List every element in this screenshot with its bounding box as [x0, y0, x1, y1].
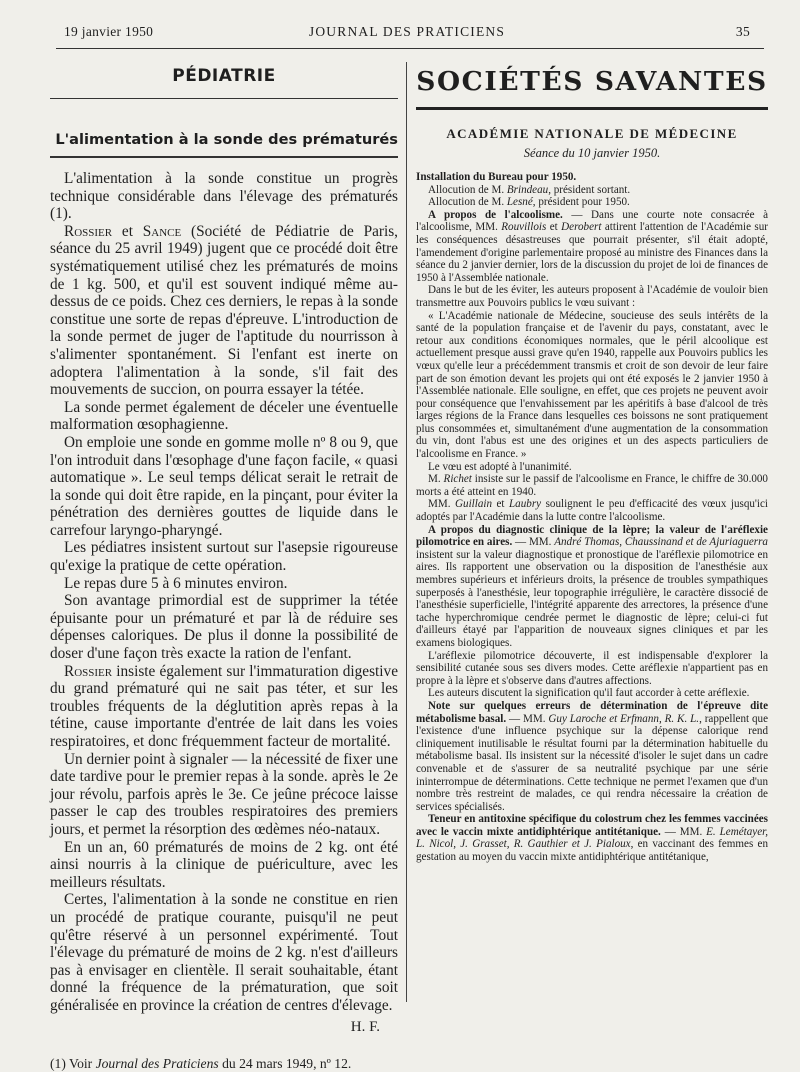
paragraph: Allocution de M. Brindeau, président sortant.: [428, 183, 631, 196]
paragraph: MM. Guillain et Laubry soulignent le peu d'efficacité des vœux jusqu'ici adoptés par l'Académie dans la lutte contre l'alcoolisme.: [416, 498, 769, 524]
paragraph: L'aréflexie pilomotrice découverte, il est indispensable d'explorer la sensibilité cutanée sous ses divers modes. Cette aréflexie n'appartient pas en propre à la lèpre et s'observe dans d'autres affections.: [416, 649, 768, 687]
paragraph: L'alimentation à la sonde constitue un progrès technique considérable dans l'élevage des prématurés (1).: [50, 170, 398, 223]
header-rule: [56, 48, 764, 49]
header-journal-name: JOURNAL DES PRATICIENS: [308, 24, 506, 39]
paragraph: La sonde permet également de déceler une éventuelle malformation œsophagienne.: [50, 398, 398, 434]
proceedings-body: [416, 171, 768, 864]
paragraph: On emploie une sonde en gomme molle nº 8 ou 9, que l'on introduit dans l'œsophage d'une façon facile, « quasi automatique ». Le seul temps délicat serait le retrait de la sonde qui doit être rapide, en la pinçant, pour éviter la pénétration des dernières gouttes de liquide dans le carrefour laryngo-pharyngé.: [50, 433, 398, 539]
paragraph: Rossier insiste également sur l'immaturation digestive du grand prématuré qui ne sait pas téter, et sur les troubles fréquents de la déglutition après repas à la tétine, cause importante d'entrée de lait dans les voies respiratoires, et donc fréquemment facteur de mortalité.: [50, 662, 398, 750]
paragraph: Certes, l'alimentation à la sonde ne constitue en rien un procédé de pratique courante, puisqu'il ne peut qu'être réservé à un personnel expérimenté. Tout l'élevage du prématuré de moins de 2 kg. n'est d'ailleurs pas à envisager en clientèle. Il serait souhaitable, étant donné la fréquence de la prématuration, que soit généralisée en province la création de centres d'élevage.: [50, 891, 398, 1014]
header-page-number: 35: [735, 24, 750, 39]
right-column: [416, 62, 768, 864]
item-title: Teneur en antitoxine spécifique du colostrum chez les femmes vaccinées avec le vaccin mixte antidiphtérique antitétanique.: [416, 813, 768, 838]
column-divider: [406, 62, 407, 1002]
author-name: Rossier: [64, 222, 113, 240]
paragraph: A propos du diagnostic clinique de la lèpre; la valeur de l'aréflexie pilomotrice en aires. — MM. André Thomas, Chaussinand et de Ajuriaguerra insistent sur la valeur diagnostique et pronostique de l'aréflexie pilomotrice en aires. Ils rapportent une observation ou la disposition de l'anesthésie aux membres supérieurs et inférieurs droits, la présence de troubles sympathiques superposés à l'anesthésie, leur topographie irrégulière, le caractère dissocié de l'anesthésie superficielle, l'intégrité apparente des arrectores, la présence d'une tache hyperchromique cendrée permet le diagnostic de lèpre; celui-ci fut d'ailleurs étayé par l'apparition de nouveaux signes cliniques et par les examens biologiques.: [416, 523, 768, 649]
paragraph: Les auteurs discutent la signification qu'il faut accorder à cette aréflexie.: [428, 687, 750, 700]
paragraph: A propos de l'alcoolisme. — Dans une courte note consacrée à l'alcoolisme, MM. Rouvillois et Derobert attirent l'attention de l'Académie sur les conséquences désastreuses que pourrait présenter, s'il était adopté, l'amendement d'origine parlementaire proposé au ministre des Finances dans la séance du 2 janvier dernier, lors de la discussion du projet de loi de finances de 1950 à l'Assemblée nationale.: [416, 208, 768, 284]
section-rule: [416, 107, 768, 110]
item-title: Note sur quelques erreurs de détermination de l'épreuve dite métabolisme basal.: [416, 699, 768, 725]
section-heading-societes-savantes: SOCIÉTÉS SAVANTES: [416, 66, 768, 97]
header-date: 19 janvier 1950: [64, 24, 154, 39]
title-rule: [50, 156, 398, 158]
paragraph: Note sur quelques erreurs de détermination de l'épreuve dite métabolisme basal. — MM. Guy Laroche et Erfmann, R. K. L., rappellent que l'existence d'une influence psychique sur la dépense calorique rend cliniquement inutilisable le résultat fourni par la détermination habituelle du métabolisme basal. Ils insistent sur la nécessité d'isoler le sujet dans un cadre convenable et de s'assurer de sa neutralité psychique par une série ininterrompue de déterminations. Cette technique ne permet l'examen que d'un nombre très restreint de malades, ce qui rendra nécessaire la création de services spécialisés.: [416, 699, 768, 813]
section-heading-pediatrie: PÉDIATRIE: [172, 66, 276, 86]
author-name: Rossier: [64, 662, 113, 680]
section-rule: [50, 98, 398, 99]
paragraph: « L'Académie nationale de Médecine, soucieuse des seuls intérêts de la santé de la population française et de l'avenir du pays, constatant, avec le retour aux conditions économiques normales, que le péril alcoolique est actuellement presque aussi grave qu'en 1940, rappelle aux Pouvoirs publics les vœux qu'elle leur a précédemment transmis et croit de son devoir de leur faire part de son émotion devant les projets qui ont été exposés le 2 janvier 1950 à l'Assemblée nationale. Elle souligne, en effet, que ces projets ne peuvent avoir pour conséquence que l'envahissement par les apéritifs à base d'alcool de très larges régions de la France dans lesquelles ces boissons ne sont pratiquement plus consommées et, simultanément d'une augmentation de la consommation du vin, dont l'abus est une des origines et un des aspects particuliers de l'alcoolisme en France. »: [416, 309, 768, 461]
paragraph: Son avantage primordial est de supprimer la tétée épuisante pour un prématuré et par là de réduire ses dépenses caloriques. De plus il donne la possibilité de doser d'une façon très exacte la ration de l'enfant.: [50, 592, 398, 663]
footnote-journal: Journal des Praticiens: [95, 1055, 219, 1071]
paragraph: Allocution de M. Lesné, président pour 1950.: [428, 196, 630, 209]
academy-heading: ACADÉMIE NATIONALE DE MÉDECINE: [446, 126, 738, 141]
paragraph: M. Richet insiste sur le passif de l'alcoolisme en France, le chiffre de 30.000 morts a été atteint en 1940.: [416, 473, 768, 498]
running-header: [64, 24, 750, 44]
paragraph: En un an, 60 prématurés de moins de 2 kg. ont été ainsi nourris à la clinique de puériculture, avec les meilleurs résultats.: [50, 838, 398, 891]
author-signature: H. F.: [350, 1018, 380, 1035]
paragraph: Les pédiatres insistent surtout sur l'asepsie rigoureuse qu'exige la pratique de cette opération.: [50, 539, 398, 575]
left-column: [50, 62, 398, 1072]
paragraph: Le vœu est adopté à l'unanimité.: [428, 460, 572, 473]
paragraph: Un dernier point à signaler — la nécessité de fixer une date tardive pour le premier repas à la sonde. après le 2e jour révolu, parfois après le 3e. Ce jeûne précoce laisse passer le cap des troubles respiratoires des premiers jours, et permet la résorption des œdèmes néo-nataux.: [50, 750, 398, 838]
item-title: Installation du Bureau pour 1950.: [416, 171, 577, 183]
paragraph: Rossier et Sance (Société de Pédiatrie de Paris, séance du 25 avril 1949) jugent que ce procédé doit être systématiquement utilisé chez les prématurés de moins de 1 kg. 500, et qu'il est souvent indiqué même au-dessus de ce poids. Chez ces derniers, le repas à la sonde constitue une sorte de repas d'épreuve. L'introduction de la sonde permet de juger de l'aptitude du nourrisson à s'alimenter spontanément. Si l'enfant est inerte on adoptera l'alimentation à la sonde, s'il fait des mouvements de succion, on pourra essayer la tétée.: [50, 222, 398, 399]
article-title: L'alimentation à la sonde des prématurés: [55, 131, 398, 148]
paragraph: Teneur en antitoxine spécifique du colostrum chez les femmes vaccinées avec le vaccin mixte antidiphtérique antitétanique. — MM. E. Lemétayer, L. Nicol, J. Grasset, R. Gauthier et J. Pialoux, en vaccinant des femmes en gestation au moyen du vaccin mixte antidiphtérique antitétanique,: [416, 813, 768, 864]
paragraph: Dans le but de les éviter, les auteurs proposent à l'Académie de vouloir bien transmettre aux Pouvoirs publics le vœu suivant :: [416, 284, 768, 309]
item-title: A propos de l'alcoolisme.: [428, 208, 563, 221]
author-name: Sance: [142, 222, 182, 240]
item-title: A propos du diagnostic clinique de la lèpre; la valeur de l'aréflexie pilomotrice en aires.: [416, 523, 768, 549]
paragraph: Le repas dure 5 à 6 minutes environ.: [64, 574, 288, 592]
seance-date: Séance du 10 janvier 1950.: [523, 146, 661, 160]
article-body: [50, 170, 398, 1015]
footnote: (1) Voir Journal des Praticiens du 24 mars 1949, nº 12.: [50, 1055, 352, 1071]
